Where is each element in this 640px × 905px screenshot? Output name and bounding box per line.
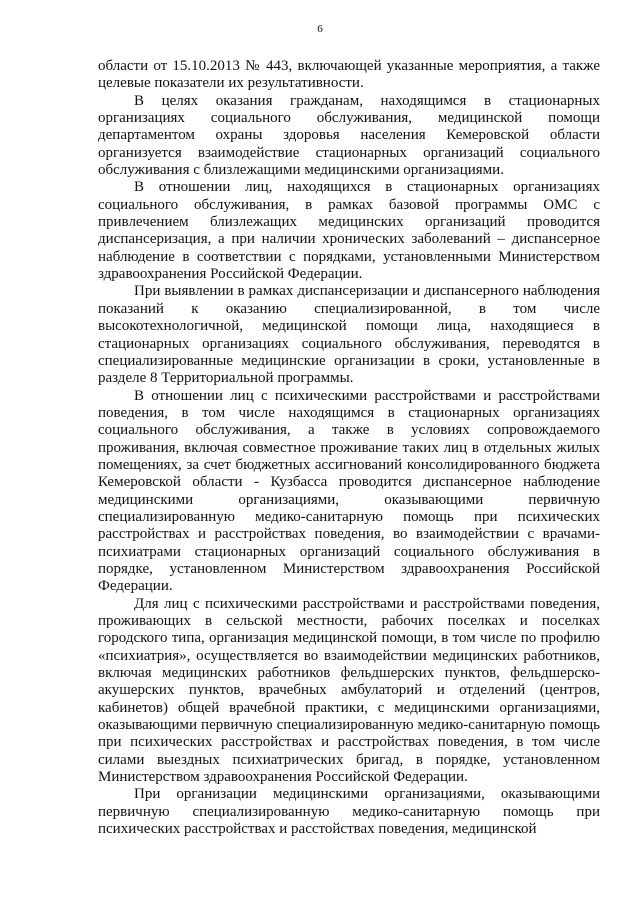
page-number: 6	[317, 23, 323, 35]
paragraph-specialized-care-transfer: При выявлении в рамках диспансеризации и диспансерного наблюдения показаний к оказанию специализированной, в том числе высокотехнологичной, медицинской помощи лица, находящиеся в стационарных организациях социального обслуживания, переводятся в специализированные медицинские организации в сроки, установленные в разделе 8 Территориальной программы.	[98, 283, 600, 387]
paragraph-continuation: области от 15.10.2013 № 443, включающей указанные мероприятия, а также целевые показатели их результативности.	[98, 58, 600, 92]
paragraph-rural-psychiatric-care: Для лиц с психическими расстройствами и расстройствами поведения, проживающих в сельской местности, рабочих поселках и поселках городского типа, организация медицинской помощи, в том числе по профилю «психиатрия», осуществляется во взаимодействии медицинских работников, включая медицинских работников фельдшерских пунктов, фельдшерско-акушерских пунктов, врачебных амбулаторий и отделений (центров, кабинетов) общей врачебной практики, с медицинскими организациями, оказывающими первичную специализированную медико-санитарную помощь при психических расстройствах и расстройствах поведения, в том числе силами выездных психиатрических бригад, в порядке, установленном Министерством здравоохранения Российской Федерации.	[98, 595, 600, 786]
body-text	[98, 58, 600, 838]
paragraph-organization-care: При организации медицинскими организациями, оказывающими первичную специализированную медико-санитарную помощь при психических расстройствах и расстойствах поведения, медицинской	[98, 786, 600, 838]
paragraph-interaction-social-organizations: В целях оказания гражданам, находящимся в стационарных организациях социального обслуживания, медицинской помощи департаментом охраны здоровья населения Кемеровской области организуется взаимодействие стационарных организаций социального обслуживания с близлежащими медицинскими организациями.	[98, 92, 600, 179]
paragraph-dispensarization: В отношении лиц, находящихся в стационарных организациях социального обслуживания, в рамках базовой программы ОМС с привлечением близлежащих медицинских организаций проводится диспансеризация, а при наличии хронических заболеваний – диспансерное наблюдение в соответствии с порядками, установленными Министерством здравоохранения Российской Федерации.	[98, 179, 600, 283]
paragraph-mental-disorders-observation: В отношении лиц с психическими расстройствами и расстройствами поведения, в том числе находящимся в стационарных организациях социального обслуживания, а также в условиях сопровождаемого проживания, включая совместное проживание таких лиц в отдельных жилых помещениях, за счет бюджетных ассигнований консолидированного бюджета Кемеровской области - Кузбасса проводится диспансерное наблюдение медицинскими организациями, оказывающими первичную специализированную медико-санитарную помощь при психических расстройствах и расстройствах поведения, во взаимодействии с врачами-психиатрами стационарных организаций социального обслуживания в порядке, установленном Министерством здравоохранения Российской Федерации.	[98, 387, 600, 595]
